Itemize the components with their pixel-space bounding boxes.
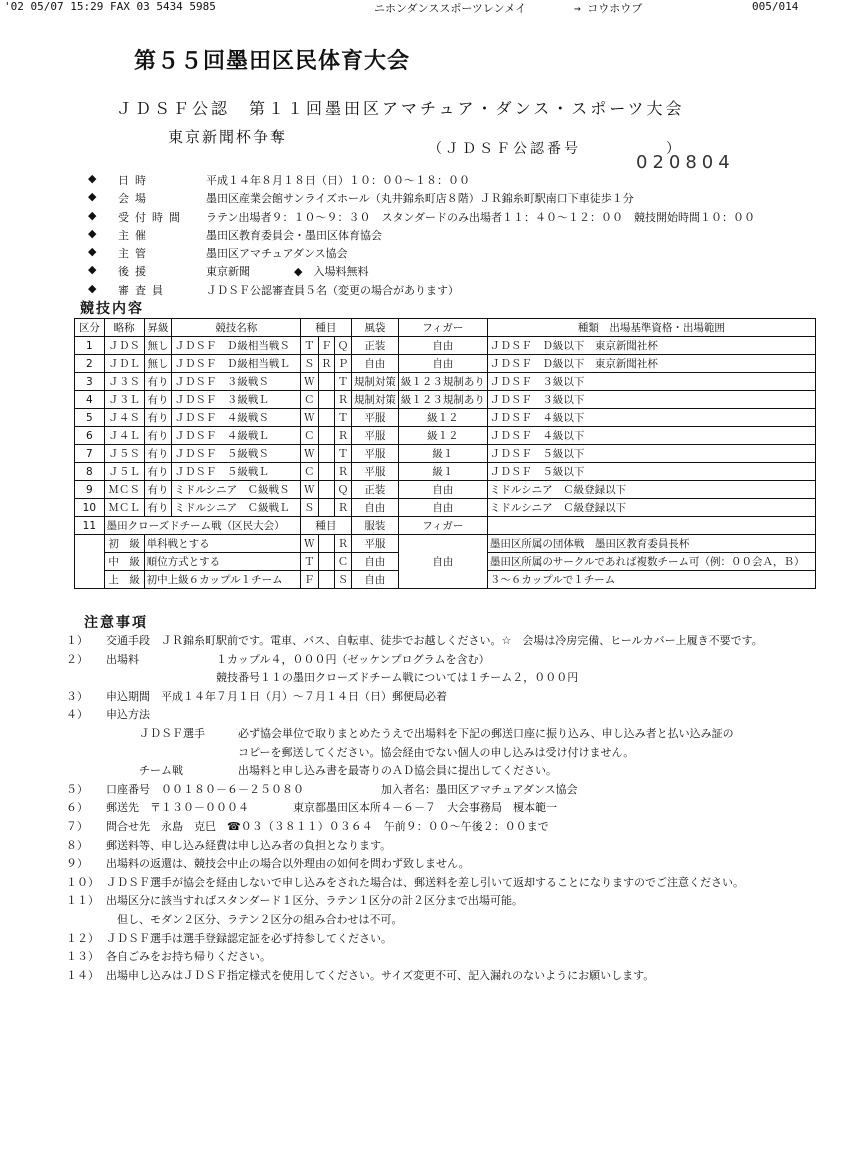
table-header-cell: 区分 <box>75 319 105 337</box>
note-item <box>66 651 763 670</box>
note-item <box>66 706 763 725</box>
table-cell: 服装 <box>351 517 398 535</box>
note-item <box>66 744 763 763</box>
cup-name: 東京新聞杯争奪 <box>168 128 288 146</box>
competition-heading: 競技内容 <box>80 301 144 317</box>
note-text: 出場区分に該当すればスタンダード１区分、ラテン１区分の計２区分まで出場可能。 <box>106 894 524 908</box>
table-cell: 有り <box>144 499 172 517</box>
note-number: ７） <box>66 819 88 833</box>
info-value: 墨田区産業会館サンライズホール（丸井錦糸町店８階）ＪＲ錦糸町駅南口下車徒歩１分 <box>206 192 634 206</box>
table-cell: フィガー <box>398 517 487 535</box>
note-number: ２） <box>66 652 88 666</box>
table-header-cell: フィガー <box>398 319 487 337</box>
table-cell: Ｓ <box>300 499 318 517</box>
table-cell: ＪＤＳＦ ３級以下 <box>487 373 815 391</box>
table-cell: ＭＣＬ <box>104 499 144 517</box>
table-cell: ＪＤＳＦ ３級戦Ｌ <box>172 391 301 409</box>
table-cell <box>318 481 335 499</box>
note-text: 出場申し込みはＪＤＳＦ指定様式を使用してください。サイズ変更不可、記入漏れのないようにお願いします。 <box>106 968 655 982</box>
table-cell: Ｆ <box>318 337 335 355</box>
info-label: 日時 <box>118 174 152 187</box>
notes-heading: 注意事項 <box>84 615 148 631</box>
table-cell: Ｒ <box>335 427 352 445</box>
note-item <box>66 911 763 930</box>
table-row <box>75 409 816 427</box>
table-cell: 自由 <box>398 355 487 373</box>
table-header-cell: 風袋 <box>351 319 398 337</box>
table-row <box>75 427 816 445</box>
table-cell: Ｒ <box>335 391 352 409</box>
info-value: 平成１４年８月１８日（日）１０：００～１８：００ <box>206 174 470 187</box>
fax-header-left: '02 05/07 15:29 FAX 03 5434 5985 <box>4 0 216 13</box>
table-cell: 規制対策 <box>351 373 398 391</box>
table-cell: Ｗ <box>300 535 318 553</box>
table-cell: Ｊ３Ｌ <box>104 391 144 409</box>
table-cell: Ｔ <box>335 409 352 427</box>
note-text: チーム戦 出場料と申し込み書を最寄りのＡＤ協会員に提出してください。 <box>106 764 557 778</box>
table-cell: 有り <box>144 391 172 409</box>
table-cell: ＪＤＳＦ ５級以下 <box>487 463 815 481</box>
info-value: 墨田区教育委員会・墨田区体育協会 <box>206 228 382 242</box>
table-cell: 有り <box>144 445 172 463</box>
table-cell: 級１ <box>398 463 487 481</box>
info-mark-icon: ◆ <box>88 190 97 204</box>
table-cell: 平服 <box>351 409 398 427</box>
table-row <box>75 355 816 373</box>
table-cell <box>318 553 335 571</box>
note-number: ９） <box>66 857 88 871</box>
table-cell: Ｒ <box>335 499 352 517</box>
table-cell: 自由 <box>398 337 487 355</box>
info-mark-icon: ◆ <box>88 245 97 259</box>
approval-number-stamp: 020804 <box>636 152 735 173</box>
table-cell: 墨田区所属のサークルであれば複数チーム可（例：００会Ａ，Ｂ） <box>487 553 815 571</box>
table-cell: 10 <box>75 499 105 517</box>
table-cell: 自由 <box>398 535 487 589</box>
table-cell: ＪＤＳＦ Ｄ級以下 東京新聞社杯 <box>487 337 815 355</box>
fax-header <box>0 0 864 14</box>
info-label: 会場 <box>118 192 152 206</box>
table-cell: 級１２３規制あり <box>398 373 487 391</box>
table-cell: ミドルシニア Ｃ級登録以下 <box>487 481 815 499</box>
table-cell: 級１２ <box>398 409 487 427</box>
note-item <box>66 930 763 949</box>
table-cell: 無し <box>144 337 172 355</box>
table-cell: 順位方式とする <box>144 553 300 571</box>
note-item <box>66 799 763 818</box>
table-cell: Ｒ <box>335 463 352 481</box>
table-cell: 自由 <box>351 571 398 589</box>
table-cell: 自由 <box>351 499 398 517</box>
table-row <box>75 499 816 517</box>
table-cell: Ｃ <box>300 463 318 481</box>
table-cell: 8 <box>75 463 105 481</box>
table-cell: Ｑ <box>335 481 352 499</box>
note-item <box>66 725 763 744</box>
table-cell: 種目 <box>300 517 351 535</box>
note-text: 問合せ先 永島 克巳 ☎０３（３８１１）０３６４ 午前９：００～午後２：００まで <box>106 819 549 833</box>
table-cell: 正装 <box>351 481 398 499</box>
info-value: ラテン出場者９：１０～９：３０ スタンダードのみ出場者１１：４０～１２：００ 競技開始時間１０：００ <box>206 210 756 224</box>
note-text: 郵送料等、申し込み経費は申し込み者の負担となります。 <box>106 838 392 852</box>
note-text: 申込期間 平成１４年７月１日（月）～７月１４日（日）郵便局必着 <box>106 689 447 703</box>
note-text: 競技番号１１の墨田クローズドチーム戦については１チーム２，０００円 <box>106 671 579 685</box>
table-cell: 上 級 <box>104 571 144 589</box>
note-text: 但し、モダン２区分、ラテン２区分の組み合わせは不可。 <box>106 912 403 926</box>
info-mark-icon: ◆ <box>88 226 97 240</box>
note-item <box>66 874 763 893</box>
table-row <box>75 535 816 553</box>
table-cell: ＪＤＳＦ ４級以下 <box>487 427 815 445</box>
note-text: 申込方法 <box>106 708 150 722</box>
table-cell: Ｊ５Ｌ <box>104 463 144 481</box>
table-cell: Ｔ <box>335 445 352 463</box>
table-cell: Ｊ３Ｓ <box>104 373 144 391</box>
note-text: 出場料の返還は、競技会中止の場合以外理由の如何を問わず致しません。 <box>106 857 470 871</box>
table-cell: 2 <box>75 355 105 373</box>
info-mark-icon: ◆ <box>88 208 97 222</box>
table-cell: 級１２ <box>398 427 487 445</box>
info-label: 主催 <box>118 228 152 242</box>
info-label: 審査員 <box>118 283 169 297</box>
table-cell: Ｗ <box>300 445 318 463</box>
table-cell: 7 <box>75 445 105 463</box>
table-cell <box>318 571 335 589</box>
table-cell: ミドルシニア Ｃ級登録以下 <box>487 499 815 517</box>
table-cell: ミドルシニア Ｃ級戦Ｌ <box>172 499 301 517</box>
table-cell: Ｔ <box>300 553 318 571</box>
info-value: 墨田区アマチュアダンス協会 <box>206 247 348 261</box>
table-cell: 中 級 <box>104 553 144 571</box>
table-cell: ３～６カップルで１チーム <box>487 571 815 589</box>
table-header-row <box>75 319 816 337</box>
note-item <box>66 669 763 688</box>
table-cell: Ｊ４Ｌ <box>104 427 144 445</box>
table-cell <box>318 373 335 391</box>
note-number: １３） <box>66 950 99 964</box>
note-number: ６） <box>66 801 88 815</box>
table-cell: 5 <box>75 409 105 427</box>
table-cell: Ｗ <box>300 481 318 499</box>
note-number: ４） <box>66 708 88 722</box>
table-cell: ＪＤＳＦ Ｄ級相当戦Ｓ <box>172 337 301 355</box>
event-subtitle: ＪＤＳＦ公認 第１１回墨田区アマチュア・ダンス・スポーツ大会 <box>116 99 685 118</box>
table-cell <box>318 445 335 463</box>
table-cell: ＪＤＳＦ ４級以下 <box>487 409 815 427</box>
table-cell: 自由 <box>398 481 487 499</box>
table-cell: 1 <box>75 337 105 355</box>
table-cell <box>75 535 105 589</box>
table-cell: 有り <box>144 481 172 499</box>
table-cell: ＪＤＳＦ ３級以下 <box>487 391 815 409</box>
table-cell <box>487 517 815 535</box>
info-label: 受付時間 <box>118 210 186 224</box>
table-row <box>75 517 816 535</box>
table-cell: 平服 <box>351 535 398 553</box>
table-cell: 9 <box>75 481 105 499</box>
table-header-cell: 略称 <box>104 319 144 337</box>
table-cell <box>318 427 335 445</box>
table-cell: 有り <box>144 427 172 445</box>
table-cell: Ｐ <box>335 355 352 373</box>
table-cell: ミドルシニア Ｃ級戦Ｓ <box>172 481 301 499</box>
table-cell: 無し <box>144 355 172 373</box>
table-cell <box>318 463 335 481</box>
table-cell <box>318 409 335 427</box>
table-cell: ＪＤＬ <box>104 355 144 373</box>
table-cell: 平服 <box>351 427 398 445</box>
table-cell: ＪＤＳＦ ３級戦Ｓ <box>172 373 301 391</box>
note-number: ５） <box>66 782 88 796</box>
note-item <box>66 818 763 837</box>
table-cell: 級１ <box>398 445 487 463</box>
table-cell: 墨田区所属の団体戦 墨田区教育委員長杯 <box>487 535 815 553</box>
note-text: 交通手段 ＪＲ錦糸町駅前です。電車、バス、自転車、徒歩でお越しください。☆ 会場は冷房完備、ヒールカバー上履き不要です。 <box>106 634 763 647</box>
info-value: ＪＤＳＦ公認審査員５名（変更の場合があります） <box>206 283 459 297</box>
note-item <box>66 892 763 911</box>
table-cell <box>318 535 335 553</box>
table-cell: Ｃ <box>300 427 318 445</box>
fax-header-recipient: → コウホウブ <box>574 2 643 15</box>
table-cell: Ｆ <box>300 571 318 589</box>
note-number: １０） <box>66 875 99 889</box>
note-number: ８） <box>66 838 88 852</box>
info-value: 東京新聞 ◆ 入場料無料 <box>206 265 369 279</box>
table-cell: 有り <box>144 409 172 427</box>
info-label: 主管 <box>118 247 152 261</box>
table-cell: ＪＤＳＦ ５級戦Ｓ <box>172 445 301 463</box>
note-number: １４） <box>66 968 99 982</box>
table-cell: Ｒ <box>318 355 335 373</box>
table-cell: Ｓ <box>335 571 352 589</box>
table-row <box>75 391 816 409</box>
note-item <box>66 688 763 707</box>
table-cell: Ｒ <box>335 535 352 553</box>
note-text: 口座番号 ００１８０－６－２５０８０ 加入者名：墨田区アマチュアダンス協会 <box>106 782 578 796</box>
table-cell: 初 級 <box>104 535 144 553</box>
note-item <box>66 781 763 800</box>
note-item <box>66 967 763 986</box>
note-number: １１） <box>66 894 99 908</box>
note-number: １） <box>66 634 88 647</box>
note-item <box>66 855 763 874</box>
note-item <box>66 948 763 967</box>
table-cell: Ｗ <box>300 409 318 427</box>
table-cell: ＪＤＳＦ ４級戦Ｌ <box>172 427 301 445</box>
info-mark-icon: ◆ <box>88 281 97 295</box>
table-cell: Ｃ <box>335 553 352 571</box>
table-cell: Ｑ <box>335 337 352 355</box>
table-cell: ＪＤＳＦ ５級以下 <box>487 445 815 463</box>
table-cell: Ｃ <box>300 391 318 409</box>
approval-label: （ＪＤＳＦ公認番号 ） <box>428 141 683 157</box>
table-cell: ＪＤＳＦ Ｄ級相当戦Ｌ <box>172 355 301 373</box>
table-cell: Ｊ４Ｓ <box>104 409 144 427</box>
table-cell: 11 <box>75 517 105 535</box>
table-cell: 正装 <box>351 337 398 355</box>
table-cell: Ｔ <box>335 373 352 391</box>
note-text: 各自ごみをお持ち帰りください。 <box>106 950 271 964</box>
table-cell: 級１２３規制あり <box>398 391 487 409</box>
table-cell: 平服 <box>351 445 398 463</box>
table-header-cell: 種目 <box>300 319 351 337</box>
table-row <box>75 337 816 355</box>
table-cell: 4 <box>75 391 105 409</box>
table-cell: 墨田クローズドチーム戦（区民大会） <box>104 517 300 535</box>
note-text: 出場料 １カップル４，０００円（ゼッケンプログラムを含む） <box>106 652 490 666</box>
table-cell <box>318 391 335 409</box>
table-cell: Ｗ <box>300 373 318 391</box>
competition-table <box>74 318 816 589</box>
table-row <box>75 445 816 463</box>
note-text: 郵送先 〒１３０－０００４ 東京都墨田区本所４－６－７ 大会事務局 榎本範一 <box>106 801 557 815</box>
table-cell: ＪＤＳＦ Ｄ級以下 東京新聞社杯 <box>487 355 815 373</box>
table-row <box>75 481 816 499</box>
table-cell: ＪＤＳＦ ５級戦Ｌ <box>172 463 301 481</box>
table-cell: Ｊ５Ｓ <box>104 445 144 463</box>
note-item <box>66 762 763 781</box>
fax-header-page: 005/014 <box>752 0 799 13</box>
table-cell: 3 <box>75 373 105 391</box>
table-row <box>75 373 816 391</box>
note-item <box>66 837 763 856</box>
table-cell: 初中上級６カップル１チーム <box>144 571 300 589</box>
info-mark-icon: ◆ <box>88 172 97 185</box>
table-row <box>75 463 816 481</box>
table-cell: 6 <box>75 427 105 445</box>
note-text: コピーを郵送してください。協会経由でない個人の申し込みは受け付けません。 <box>106 745 635 759</box>
info-mark-icon: ◆ <box>88 263 97 277</box>
fax-header-sender: ニホンダンススポーツレンメイ <box>374 2 527 15</box>
table-header-cell: 種類 出場基準資格・出場範囲 <box>487 319 815 337</box>
table-cell: 有り <box>144 373 172 391</box>
table-cell: 平服 <box>351 463 398 481</box>
table-cell: ＭＣＳ <box>104 481 144 499</box>
table-cell: 規制対策 <box>351 391 398 409</box>
table-cell <box>318 499 335 517</box>
note-text: ＪＤＳＦ選手が協会を経由しないで申し込みをされた場合は、郵送料を差し引いて返却することになりますのでご注意ください。 <box>106 875 744 889</box>
note-item <box>66 632 763 651</box>
table-header-cell: 昇級 <box>144 319 172 337</box>
table-cell: Ｔ <box>300 337 318 355</box>
note-number: ３） <box>66 689 88 703</box>
page-title: 第５５回墨田区民体育大会 <box>134 49 411 74</box>
table-cell: Ｓ <box>300 355 318 373</box>
table-cell: 自由 <box>351 553 398 571</box>
note-number: １２） <box>66 931 99 945</box>
info-label: 後援 <box>118 265 152 279</box>
table-cell: ＪＤＳＦ ４級戦Ｓ <box>172 409 301 427</box>
table-cell: 自由 <box>398 499 487 517</box>
table-cell: ＪＤＳ <box>104 337 144 355</box>
note-text: ＪＤＳＦ選手は選手登録認定証を必ず持参してください。 <box>106 931 392 945</box>
note-text: ＪＤＳＦ選手 必ず協会単位で取りまとめたうえで出場料を下記の郵送口座に振り込み、申し込み者と払い込み証の <box>106 726 734 740</box>
table-header-cell: 競技名称 <box>172 319 301 337</box>
table-cell: 自由 <box>351 355 398 373</box>
table-cell: 有り <box>144 463 172 481</box>
notes-list <box>66 632 763 985</box>
table-cell: 単科戦とする <box>144 535 300 553</box>
